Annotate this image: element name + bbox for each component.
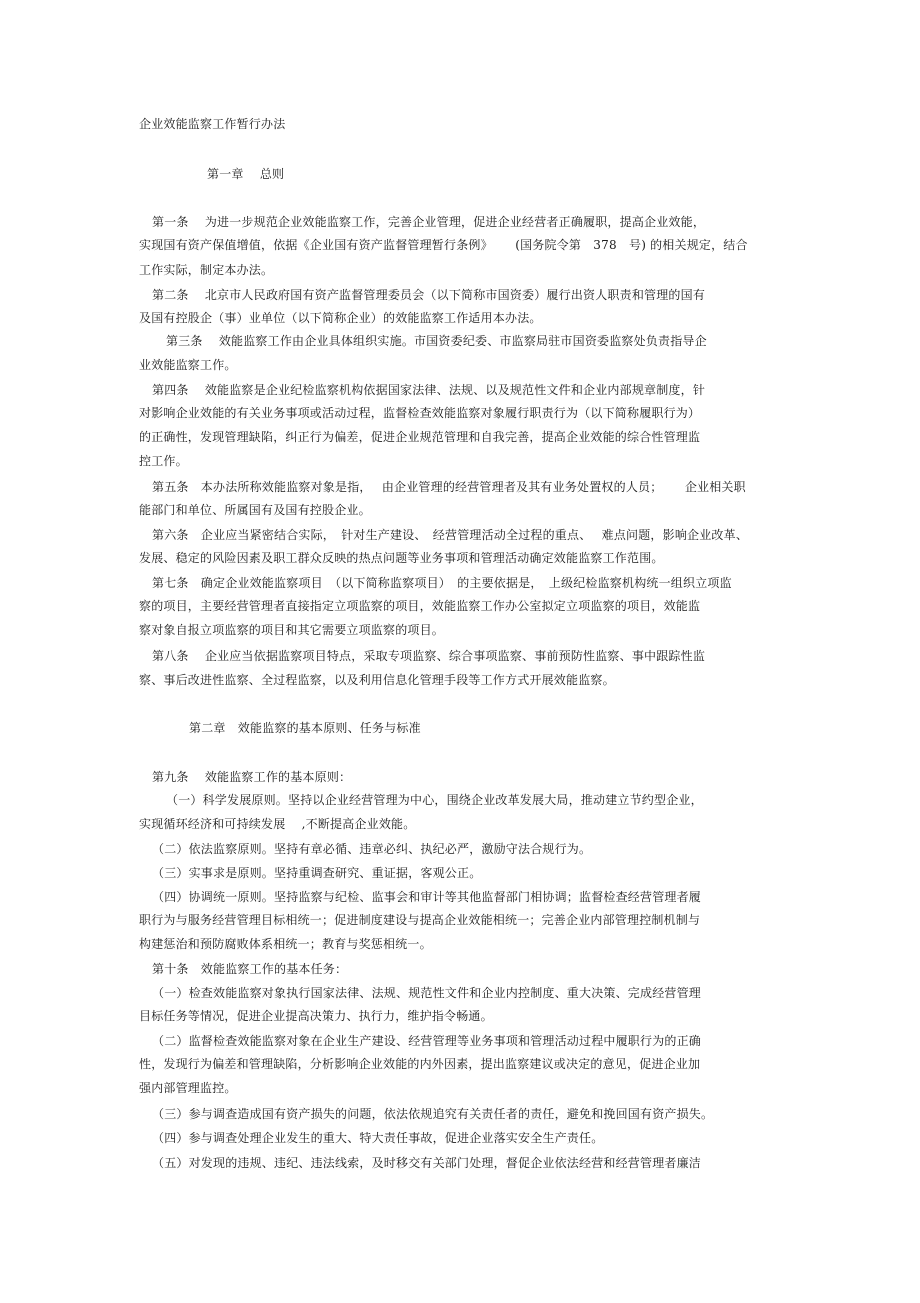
article-10-p3: （三）参与调查造成国有资产损失的问题，依法依规追究有关责任者的责任，避免和挽回国有资产损失。	[152, 1107, 714, 1121]
article-9-p4-line-2: 职行为与服务经营管理目标相统一；促进制度建设与提高企业效能相统一；完善企业内部管理控制机制与	[139, 913, 701, 927]
article-9-p4-line-3: 构建惩治和预防腐败体系相统一；教育与奖惩相统一。	[139, 937, 432, 951]
chapter-1-heading: 第一章 总则	[207, 167, 285, 181]
article-4-line-3: 的正确性，发现管理缺陷，纠正行为偏差，促进企业规范管理和自我完善，提高企业效能的综合性管理监	[139, 430, 701, 444]
article-3-line-1: 第三条 效能监察工作由企业具体组织实施。市国资委纪委、市监察局驻市国资委监察处负责指导企	[166, 334, 707, 348]
article-7-line-1: 第七条 确定企业效能监察项目 （以下简称监察项目） 的主要依据是， 上级纪检监察机构统一组织立项监	[152, 576, 732, 590]
article-9-p3: （三）实事求是原则。坚持重调查研究、重证据，客观公正。	[152, 866, 482, 880]
article-8-line-1: 第八条 企业应当依据监察项目特点，采取专项监察、综合事项监察、事前预防性监察、事中跟踪性监	[152, 649, 706, 663]
article-7-line-3: 察对象自报立项监察的项目和其它需要立项监察的项目。	[139, 623, 445, 637]
article-5-line-1: 第五条 本办法所称效能监察对象是指， 由企业管理的经营管理者及其有业务处置权的人员； 企业相关职	[152, 480, 746, 494]
article-10-p1-line-2: 目标任务等情况，促进企业提高决策力、执行力，维护指令畅通。	[139, 1009, 493, 1023]
article-4-line-4: 控工作。	[139, 454, 188, 468]
article-10-p2-line-3: 强内部管理监控。	[139, 1081, 237, 1095]
article-2-line-2: 及国有控股企（事）业单位（以下简称企业）的效能监察工作适用本办法。	[139, 311, 542, 325]
article-7-line-2: 察的项目，主要经营管理者直接指定立项监察的项目，效能监察工作办公室拟定立项监察的项目，效能监	[139, 599, 701, 613]
article-9-p1-line-2: 实现循环经济和可持续发展 ,不断提高企业效能。	[139, 817, 416, 831]
chapter-2-heading: 第二章 效能监察的基本原则、任务与标准	[189, 721, 421, 735]
article-10-intro: 第十条 效能监察工作的基本任务：	[152, 962, 348, 976]
article-6-line-1: 第六条 企业应当紧密结合实际， 针对生产建设、 经营管理活动全过程的重点、 难点问题，影响企业改革、	[152, 528, 749, 542]
article-4-line-2: 对影响企业效能的有关业务事项或活动过程，监督检查效能监察对象履行职责行为（以下简称履职行为）	[139, 406, 701, 420]
article-9-p2: （二）依法监察原则。坚持有章必循、违章必纠、执纪必严，激励守法合规行为。	[152, 842, 592, 856]
article-9-p1-line-1: （一）科学发展原则。坚持以企业经营管理为中心，围绕企业改革发展大局，推动建立节约型企业，	[166, 793, 703, 807]
article-10-p2-line-1: （二）监督检查效能监察对象在企业生产建设、经营管理等业务事项和管理活动过程中履职行为的正确	[152, 1034, 702, 1048]
article-2-line-1: 第二条 北京市人民政府国有资产监督管理委员会（以下简称市国资委）履行出资人职责和管理的国有	[152, 288, 706, 302]
article-4-line-1: 第四条 效能监察是企业纪检监察机构依据国家法律、法规、以及规范性文件和企业内部规章制度，针	[152, 383, 706, 397]
article-3-line-2: 业效能监察工作。	[139, 358, 237, 372]
article-1-line-1: 第一条 为进一步规范企业效能监察工作，完善企业管理，促进企业经营者正确履职，提高企业效能，	[152, 215, 706, 229]
article-8-line-2: 察、事后改进性监察、全过程监察，以及利用信息化管理手段等工作方式开展效能监察。	[139, 673, 615, 687]
article-10-p4: （四）参与调查处理企业发生的重大、特大责任事故，促进企业落实安全生产责任。	[152, 1131, 604, 1145]
article-10-p2-line-2: 性，发现行为偏差和管理缺陷，分析影响企业效能的内外因素，提出监察建议或决定的意见，促进企业加	[139, 1057, 701, 1071]
article-9-intro: 第九条 效能监察工作的基本原则：	[152, 770, 352, 784]
article-10-p5: （五）对发现的违规、违纪、违法线索，及时移交有关部门处理，督促企业依法经营和经营管理者廉洁	[152, 1156, 702, 1170]
article-5-line-2: 能部门和单位、所属国有及国有控股企业。	[139, 503, 371, 517]
article-9-p4-line-1: （四）协调统一原则。坚持监察与纪检、监事会和审计等其他监督部门相协调；监督检查经营管理者履	[152, 890, 702, 904]
document-title: 企业效能监察工作暂行办法	[139, 117, 286, 131]
article-6-line-2: 发展、稳定的风险因素及职工群众反映的热点问题等业务事项和管理活动确定效能监察工作范围。	[139, 551, 664, 565]
article-1-line-2: 实现国有资产保值增值，依据《企业国有资产监督管理暂行条例》 (国务院令第 378 号) 的相关规定，结合	[139, 238, 748, 252]
article-10-p1-line-1: （一）检查效能监察对象执行国家法律、法规、规范性文件和企业内控制度、重大决策、完成经营管理	[152, 986, 702, 1000]
article-1-line-3: 工作实际，制定本办法。	[139, 263, 274, 277]
